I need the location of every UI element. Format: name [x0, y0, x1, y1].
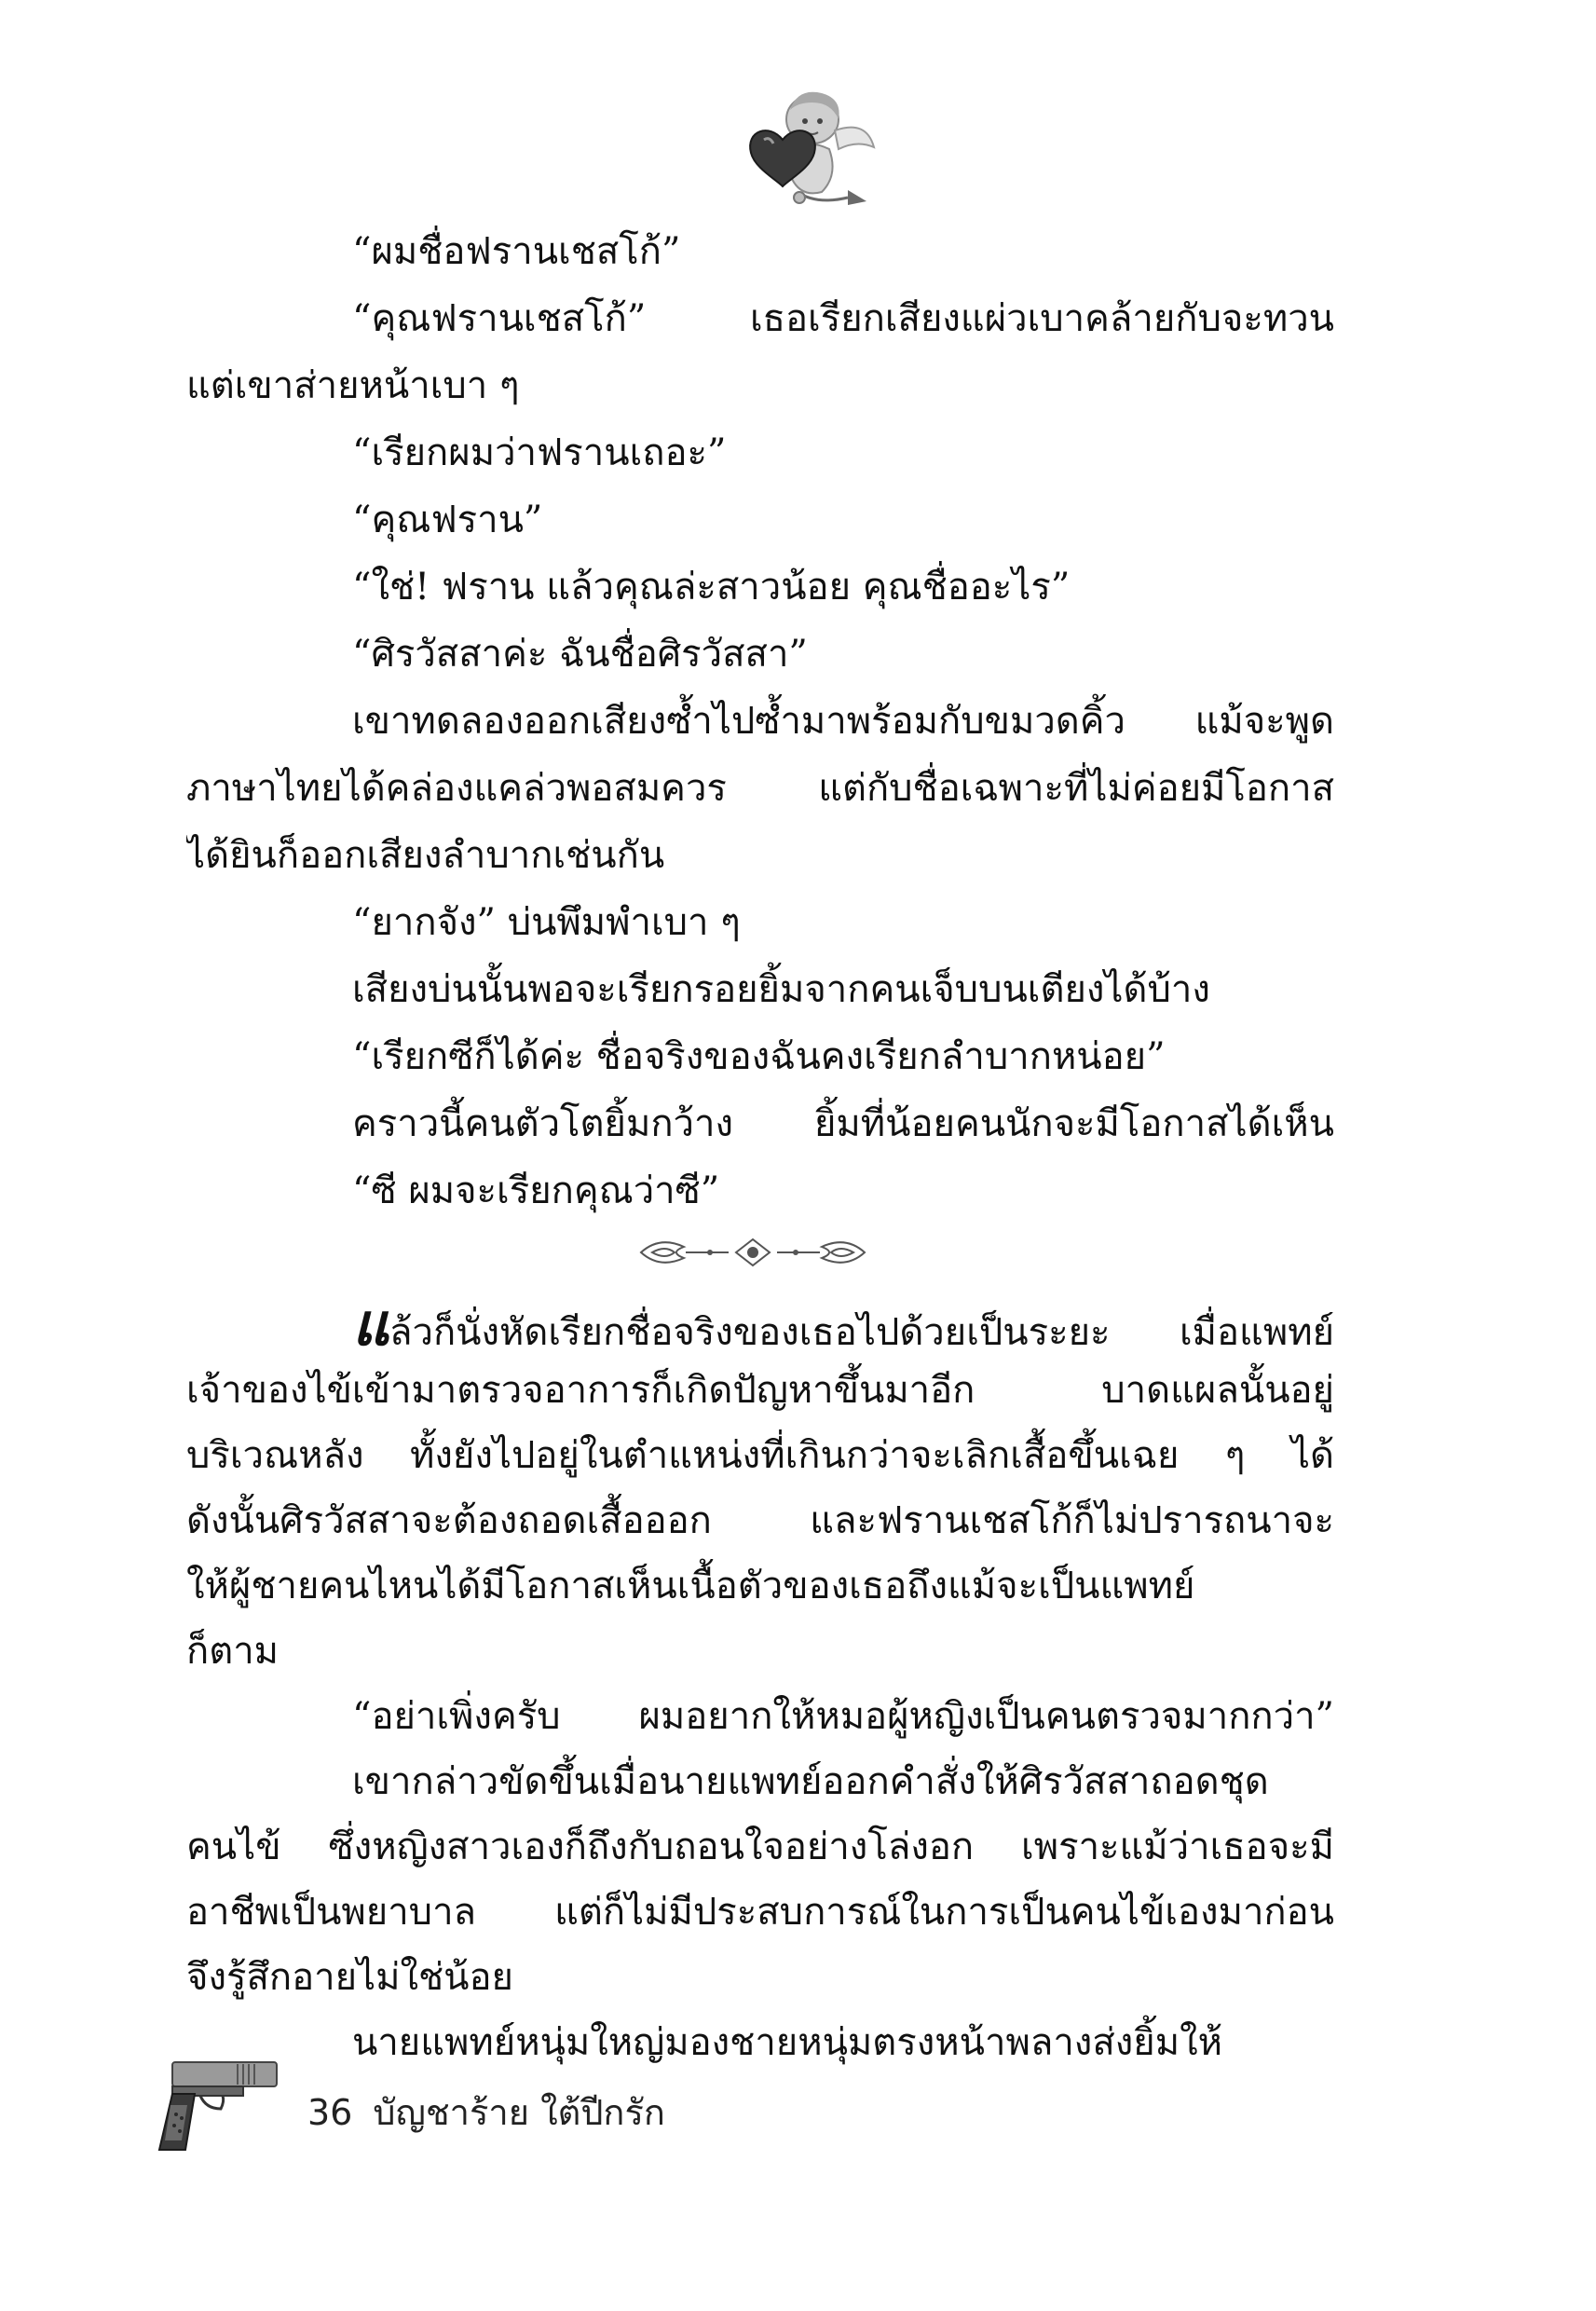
paragraph-line: จึงรู้สึกอายไม่ใช่น้อย [186, 1956, 513, 1999]
paragraph-line: “เรียกซีก็ได้ค่ะ ชื่อจริงของฉันคงเรียกลำบากหน่อย” [352, 1035, 1166, 1078]
ornamental-divider [632, 1230, 874, 1275]
book-title: บัญชาร้าย ใต้ปีกรัก [373, 2092, 665, 2133]
paragraph-line: นายแพทย์หนุ่มใหญ่มองชายหนุ่มตรงหน้าพลางส่งยิ้มให้ [352, 2021, 1222, 2064]
pistol-icon [154, 2053, 284, 2155]
paragraph-line: “เรียกผมว่าฟรานเถอะ” [352, 431, 727, 474]
paragraph-line: ดังนั้นศิรวัสสาจะต้องถอดเสื้อออก และฟรานเชสโก้ก็ไม่ปรารถนาจะ [186, 1499, 1334, 1542]
drop-cap: แ [352, 1297, 384, 1353]
paragraph-line: เขากล่าวขัดขึ้นเมื่อนายแพทย์ออกคำสั่งให้ศิรวัสสาถอดชุด [352, 1760, 1269, 1803]
paragraph-line: “คุณฟรานเชสโก้” เธอเรียกเสียงแผ่วเบาคล้ายกับจะทวน [352, 297, 1334, 340]
paragraph-line: “ศิรวัสสาค่ะ ฉันชื่อศิรวัสสา” [352, 633, 808, 676]
paragraph-line: คนไข้ ซึ่งหญิงสาวเองก็ถึงกับถอนใจอย่างโล่งอก เพราะแม้ว่าเธอจะมี [186, 1826, 1334, 1868]
paragraph-line: เสียงบ่นนั้นพอจะเรียกรอยยิ้มจากคนเจ็บบนเตียงได้บ้าง [352, 968, 1210, 1011]
paragraph-line: “ผมชื่อฟรานเชสโก้” [352, 230, 681, 273]
page-footer [307, 2091, 665, 2134]
paragraph-line: แต่เขาส่ายหน้าเบา ๆ [186, 364, 520, 407]
paragraph-line: เขาทดลองออกเสียงซ้ำไปซ้ำมาพร้อมกับขมวดคิ้ว แม้จะพูด [352, 700, 1334, 743]
paragraph-line: เจ้าของไข้เข้ามาตรวจอาการก็เกิดปัญหาขึ้นมาอีก บาดแผลนั้นอยู่ [186, 1369, 1334, 1412]
paragraph-line: บริเวณหลัง ทั้งยังไปอยู่ในตำแหน่งที่เกินกว่าจะเลิกเสื้อขึ้นเฉย ๆ ได้ [186, 1434, 1334, 1477]
paragraph-line: “อย่าเพิ่งครับ ผมอยากให้หมอผู้หญิงเป็นคนตรวจมากกว่า” [352, 1695, 1334, 1738]
paragraph-line: “ยากจัง” บ่นพึมพำเบา ๆ [352, 901, 741, 944]
paragraph-line: คราวนี้คนตัวโตยิ้มกว้าง ยิ้มที่น้อยคนนักจะมีโอกาสได้เห็น [352, 1102, 1334, 1145]
page-number: 36 [307, 2092, 353, 2133]
paragraph-line-with-dropcap [186, 1297, 1334, 1353]
paragraph-line: ภาษาไทยได้คล่องแคล่วพอสมควร แต่กับชื่อเฉพาะที่ไม่ค่อยมีโอกาส [186, 767, 1334, 810]
paragraph-line: ให้ผู้ชายคนไหนได้มีโอกาสเห็นเนื้อตัวของเธอถึงแม้จะเป็นแพทย์ [186, 1565, 1195, 1607]
paragraph-line: “ใช่! ฟราน แล้วคุณล่ะสาวน้อย คุณชื่ออะไร” [352, 566, 1071, 609]
paragraph-line: ได้ยินก็ออกเสียงลำบากเช่นกัน [186, 834, 665, 877]
paragraph-line: อาชีพเป็นพยาบาล แต่ก็ไม่มีประสบการณ์ในการเป็นคนไข้เองมาก่อน [186, 1891, 1334, 1934]
dropcap-line-text: ล้วก็นั่งหัดเรียกชื่อจริงของเธอไปด้วยเป็นระยะ เมื่อแพทย์ [389, 1311, 1334, 1353]
cupid-with-heart-icon [708, 82, 885, 212]
paragraph-line: ก็ตาม [186, 1630, 280, 1673]
paragraph-line: “ซี ผมจะเรียกคุณว่าซี” [352, 1169, 720, 1212]
paragraph-line: “คุณฟราน” [352, 499, 543, 541]
